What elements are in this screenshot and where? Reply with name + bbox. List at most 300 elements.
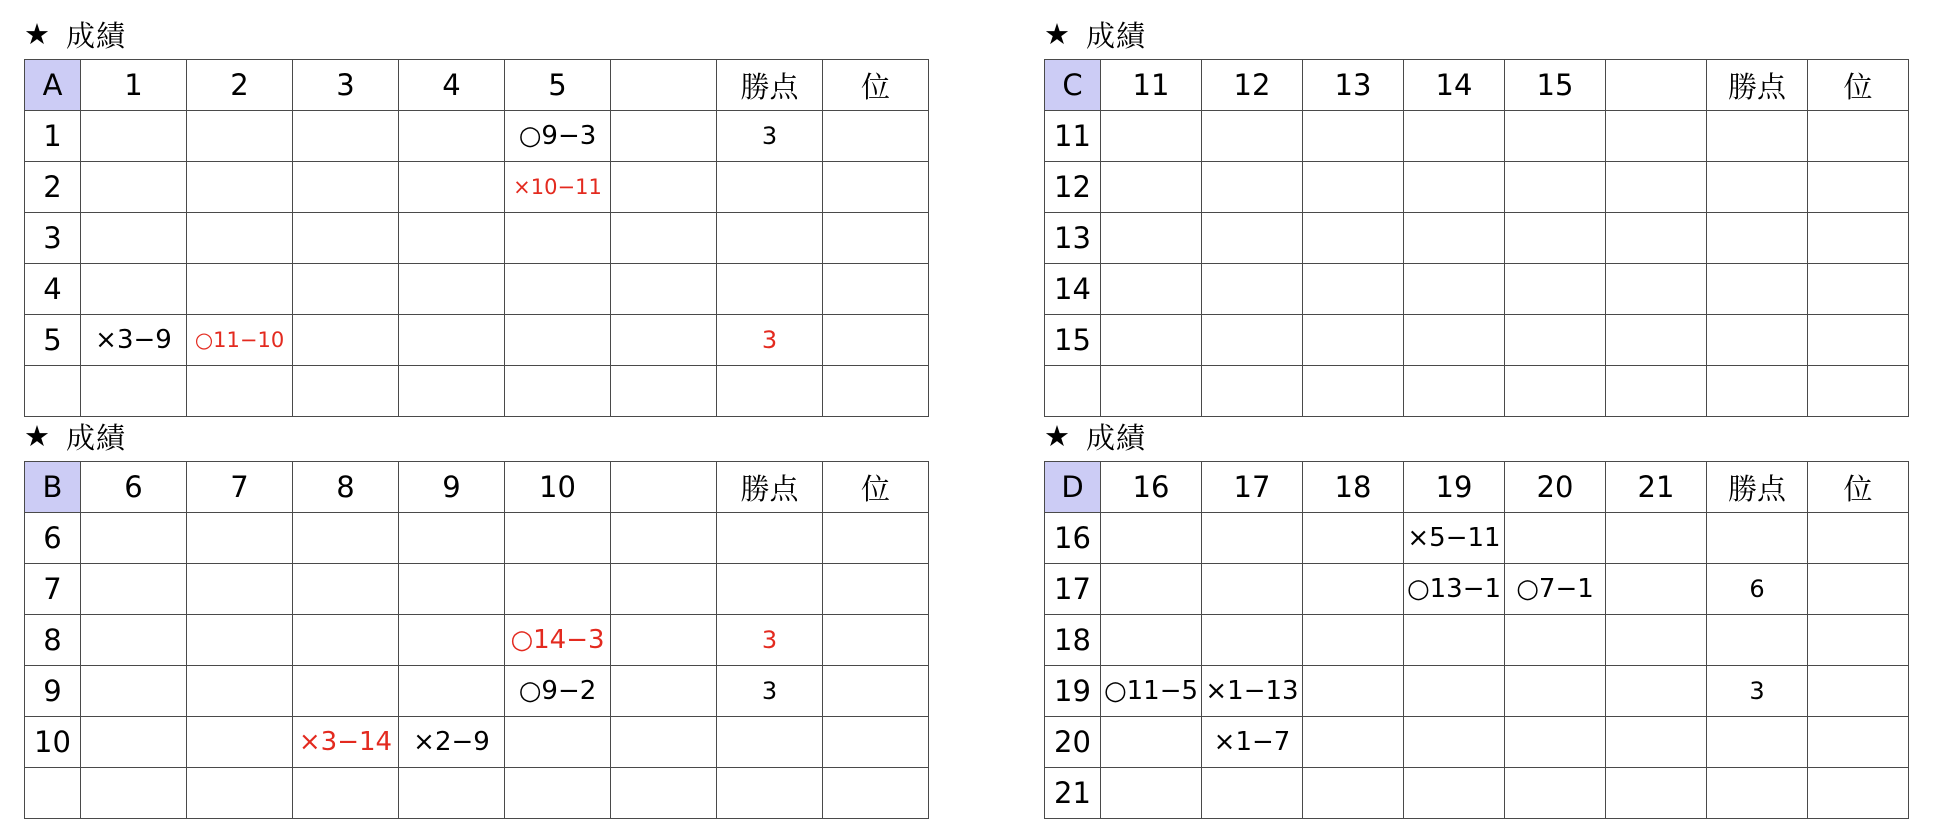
result-cell [505,513,611,564]
result-cell [505,315,611,366]
col-header: 16 [1101,462,1202,513]
result-cell [399,162,505,213]
table-row [1045,111,1909,162]
result-cell [1606,564,1707,615]
section-title [1044,9,1909,59]
col-header: 17 [1202,462,1303,513]
rank-cell [1808,513,1909,564]
result-cell [1202,768,1303,819]
result-cell [1404,315,1505,366]
result-cell [187,111,293,162]
result-cell [1505,213,1606,264]
points-cell [1707,162,1808,213]
result-cell [1303,768,1404,819]
rank-cell [823,366,929,417]
rank-cell [1808,717,1909,768]
result-cell [1101,366,1202,417]
table-row [25,315,929,366]
result-cell [1303,513,1404,564]
section-title-label: 成績 [1086,18,1147,53]
section-title [1044,411,1909,461]
result-cell [505,366,611,417]
result-cell [1202,366,1303,417]
points-cell [717,717,823,768]
result-cell [1303,564,1404,615]
result-cell [187,564,293,615]
points-header: 勝点 [717,60,823,111]
rank-cell [823,615,929,666]
result-cell [1505,264,1606,315]
result-cell [293,615,399,666]
row-label: 8 [25,615,81,666]
points-cell [1707,315,1808,366]
panel-group-b [24,411,929,819]
result-cell [505,564,611,615]
result-cell: ○7−1 [1505,564,1606,615]
result-cell: ○11−5 [1101,666,1202,717]
result-cell [1202,513,1303,564]
result-cell [1606,162,1707,213]
result-cell [399,666,505,717]
result-cell [1303,366,1404,417]
rank-cell [1808,666,1909,717]
result-cell: ○14−3 [505,615,611,666]
col-header: 9 [399,462,505,513]
result-cell [1202,162,1303,213]
result-cell [1505,366,1606,417]
header-row [25,462,929,513]
result-cell [505,264,611,315]
row-label [1045,366,1101,417]
result-cell [1505,615,1606,666]
header-row [1045,462,1909,513]
col-header: 14 [1404,60,1505,111]
score-table-d [1044,461,1909,819]
points-cell: 3 [717,666,823,717]
table-row [25,666,929,717]
points-cell [1707,264,1808,315]
rank-cell [823,264,929,315]
col-header [611,60,717,111]
table-row [1045,366,1909,417]
row-label: 9 [25,666,81,717]
result-cell [1101,768,1202,819]
result-cell [399,213,505,264]
result-cell [187,615,293,666]
points-cell [1707,213,1808,264]
rank-cell [1808,366,1909,417]
row-label: 11 [1045,111,1101,162]
col-header: 21 [1606,462,1707,513]
rank-cell [1808,615,1909,666]
points-header: 勝点 [717,462,823,513]
col-header: 5 [505,60,611,111]
result-cell: ○11−10 [187,315,293,366]
result-cell [1404,366,1505,417]
panel-group-c [1044,9,1909,417]
col-header: 8 [293,462,399,513]
result-cell [187,768,293,819]
rank-cell [823,315,929,366]
col-header: 4 [399,60,505,111]
result-cell [1404,666,1505,717]
result-cell [1303,111,1404,162]
col-header [611,462,717,513]
result-cell [81,111,187,162]
result-cell [1303,162,1404,213]
header-row [1045,60,1909,111]
result-cell [611,162,717,213]
row-label: 15 [1045,315,1101,366]
col-header: 15 [1505,60,1606,111]
group-label-cell: C [1045,60,1101,111]
col-header: 1 [81,60,187,111]
result-cell [1303,264,1404,315]
result-cell [1505,717,1606,768]
rank-cell [823,717,929,768]
result-cell [399,366,505,417]
points-header: 勝点 [1707,60,1808,111]
result-cell [1606,213,1707,264]
result-cell [611,111,717,162]
result-cell: ×2−9 [399,717,505,768]
result-cell: ×1−7 [1202,717,1303,768]
result-cell [81,513,187,564]
result-cell [293,666,399,717]
rank-cell [823,111,929,162]
result-cell [1505,162,1606,213]
table-row [25,564,929,615]
points-cell [717,513,823,564]
rank-cell [823,768,929,819]
group-label-cell: D [1045,462,1101,513]
section-title-label: 成績 [66,420,127,455]
result-cell [293,768,399,819]
score-table-b [24,461,929,819]
table-row [25,162,929,213]
group-label-cell: B [25,462,81,513]
points-cell: 6 [1707,564,1808,615]
star-icon: ★ [24,419,50,453]
row-label: 12 [1045,162,1101,213]
rank-cell [1808,111,1909,162]
points-cell: 3 [717,315,823,366]
result-cell: ○9−2 [505,666,611,717]
result-cell [81,264,187,315]
table-row [1045,264,1909,315]
result-cell [187,366,293,417]
row-label: 10 [25,717,81,768]
result-cell [1505,666,1606,717]
rank-header: 位 [823,462,929,513]
col-header: 10 [505,462,611,513]
result-cell [1606,366,1707,417]
result-cell [1101,162,1202,213]
points-cell: 3 [1707,666,1808,717]
panel-group-d [1044,411,1909,819]
result-cell [293,111,399,162]
result-cell [1101,213,1202,264]
result-cell [1404,264,1505,315]
points-header: 勝点 [1707,462,1808,513]
result-cell [1303,615,1404,666]
result-cell [611,315,717,366]
result-cell [1202,111,1303,162]
section-title-label: 成績 [1086,420,1147,455]
points-cell [1707,717,1808,768]
points-cell [1707,513,1808,564]
result-cell [81,366,187,417]
result-cell [1404,162,1505,213]
result-cell [293,264,399,315]
result-cell [611,768,717,819]
points-cell [717,366,823,417]
result-cell [1101,717,1202,768]
result-cell [1101,315,1202,366]
result-cell [399,513,505,564]
result-cell [611,264,717,315]
rank-cell [823,666,929,717]
result-cell [611,564,717,615]
result-cell [1606,666,1707,717]
result-cell [1606,513,1707,564]
result-cell [187,513,293,564]
result-cell: ×1−13 [1202,666,1303,717]
result-cell [505,768,611,819]
result-cell [1505,111,1606,162]
result-cell [611,615,717,666]
result-cell [399,111,505,162]
points-cell: 3 [717,615,823,666]
result-cell [81,717,187,768]
result-cell [1202,564,1303,615]
result-cell: ×3−9 [81,315,187,366]
row-label: 3 [25,213,81,264]
col-header: 18 [1303,462,1404,513]
result-cell [187,162,293,213]
row-label: 18 [1045,615,1101,666]
row-label: 14 [1045,264,1101,315]
row-label: 19 [1045,666,1101,717]
result-cell [187,213,293,264]
row-label: 17 [1045,564,1101,615]
col-header: 3 [293,60,399,111]
points-cell [717,768,823,819]
result-cell [81,768,187,819]
result-cell: ○13−1 [1404,564,1505,615]
table-row [1045,564,1909,615]
table-row [1045,162,1909,213]
table-row [25,768,929,819]
result-cell [505,213,611,264]
row-label: 20 [1045,717,1101,768]
rank-cell [1808,162,1909,213]
result-cell [1303,213,1404,264]
result-cell [81,213,187,264]
result-cell [81,666,187,717]
points-cell [1707,366,1808,417]
header-row [25,60,929,111]
table-row [1045,615,1909,666]
table-row [1045,666,1909,717]
result-cell [1505,768,1606,819]
row-label: 5 [25,315,81,366]
result-cell [399,768,505,819]
section-title [24,9,929,59]
result-cell [1303,315,1404,366]
result-cell [1404,111,1505,162]
result-cell [1202,615,1303,666]
points-cell [1707,768,1808,819]
result-cell [1606,264,1707,315]
col-header: 19 [1404,462,1505,513]
result-cell [81,564,187,615]
rank-header: 位 [823,60,929,111]
points-cell [1707,615,1808,666]
result-cell: ○9−3 [505,111,611,162]
col-header: 6 [81,462,187,513]
result-cell [1202,264,1303,315]
result-cell [187,717,293,768]
rank-cell [823,513,929,564]
col-header: 7 [187,462,293,513]
result-cell [1101,513,1202,564]
result-cell [1404,717,1505,768]
result-cell [1303,717,1404,768]
result-cell [293,213,399,264]
col-header: 12 [1202,60,1303,111]
points-cell [717,564,823,615]
table-row [1045,513,1909,564]
rank-header: 位 [1808,462,1909,513]
result-cell [1505,513,1606,564]
col-header: 13 [1303,60,1404,111]
row-label: 21 [1045,768,1101,819]
table-row [25,615,929,666]
row-label: 6 [25,513,81,564]
points-cell: 3 [717,111,823,162]
result-cell: ×3−14 [293,717,399,768]
result-cell [293,162,399,213]
rank-cell [823,213,929,264]
row-label: 13 [1045,213,1101,264]
result-cell [1404,213,1505,264]
star-icon: ★ [1044,17,1070,51]
col-header: 2 [187,60,293,111]
table-row [25,717,929,768]
col-header: 11 [1101,60,1202,111]
row-label: 7 [25,564,81,615]
result-cell [187,264,293,315]
table-row [25,513,929,564]
row-label [25,768,81,819]
result-cell [611,213,717,264]
result-cell [399,264,505,315]
row-label: 2 [25,162,81,213]
result-cell [1606,111,1707,162]
table-row [1045,315,1909,366]
score-table-c [1044,59,1909,417]
row-label: 1 [25,111,81,162]
result-cell [1606,768,1707,819]
rank-cell [1808,315,1909,366]
result-cell [611,666,717,717]
points-cell [717,213,823,264]
section-title-label: 成績 [66,18,127,53]
table-row [1045,717,1909,768]
rank-cell [1808,213,1909,264]
table-row [25,366,929,417]
result-cell [611,717,717,768]
points-cell [717,162,823,213]
result-cell: ×10−11 [505,162,611,213]
result-cell [1101,564,1202,615]
rank-cell [823,162,929,213]
table-row [25,213,929,264]
result-cell [1202,315,1303,366]
result-cell [1606,615,1707,666]
result-cell [187,666,293,717]
result-cell [1101,615,1202,666]
result-cell [81,162,187,213]
col-header [1606,60,1707,111]
table-row [1045,768,1909,819]
star-icon: ★ [24,17,50,51]
result-cell [611,366,717,417]
star-icon: ★ [1044,419,1070,453]
result-cell [1404,768,1505,819]
result-cell [1202,213,1303,264]
result-cell [293,315,399,366]
result-cell [293,564,399,615]
result-cell [293,513,399,564]
rank-cell [1808,564,1909,615]
rank-cell [823,564,929,615]
rank-cell [1808,264,1909,315]
result-cell [505,717,611,768]
result-cell [1101,264,1202,315]
rank-header: 位 [1808,60,1909,111]
result-cell [1303,666,1404,717]
row-label: 16 [1045,513,1101,564]
group-label-cell: A [25,60,81,111]
points-cell [1707,111,1808,162]
result-cell [1404,615,1505,666]
result-cell [399,564,505,615]
points-cell [717,264,823,315]
result-cell [81,615,187,666]
result-cell [1505,315,1606,366]
score-table-a [24,59,929,417]
result-cell [1101,111,1202,162]
result-cell [293,366,399,417]
result-cell [1606,315,1707,366]
result-cell: ×5−11 [1404,513,1505,564]
rank-cell [1808,768,1909,819]
result-cell [399,315,505,366]
table-row [25,264,929,315]
result-cell [1606,717,1707,768]
result-cell [611,513,717,564]
table-row [1045,213,1909,264]
col-header: 20 [1505,462,1606,513]
panel-group-a [24,9,929,417]
table-row [25,111,929,162]
row-label [25,366,81,417]
section-title [24,411,929,461]
result-cell [399,615,505,666]
row-label: 4 [25,264,81,315]
